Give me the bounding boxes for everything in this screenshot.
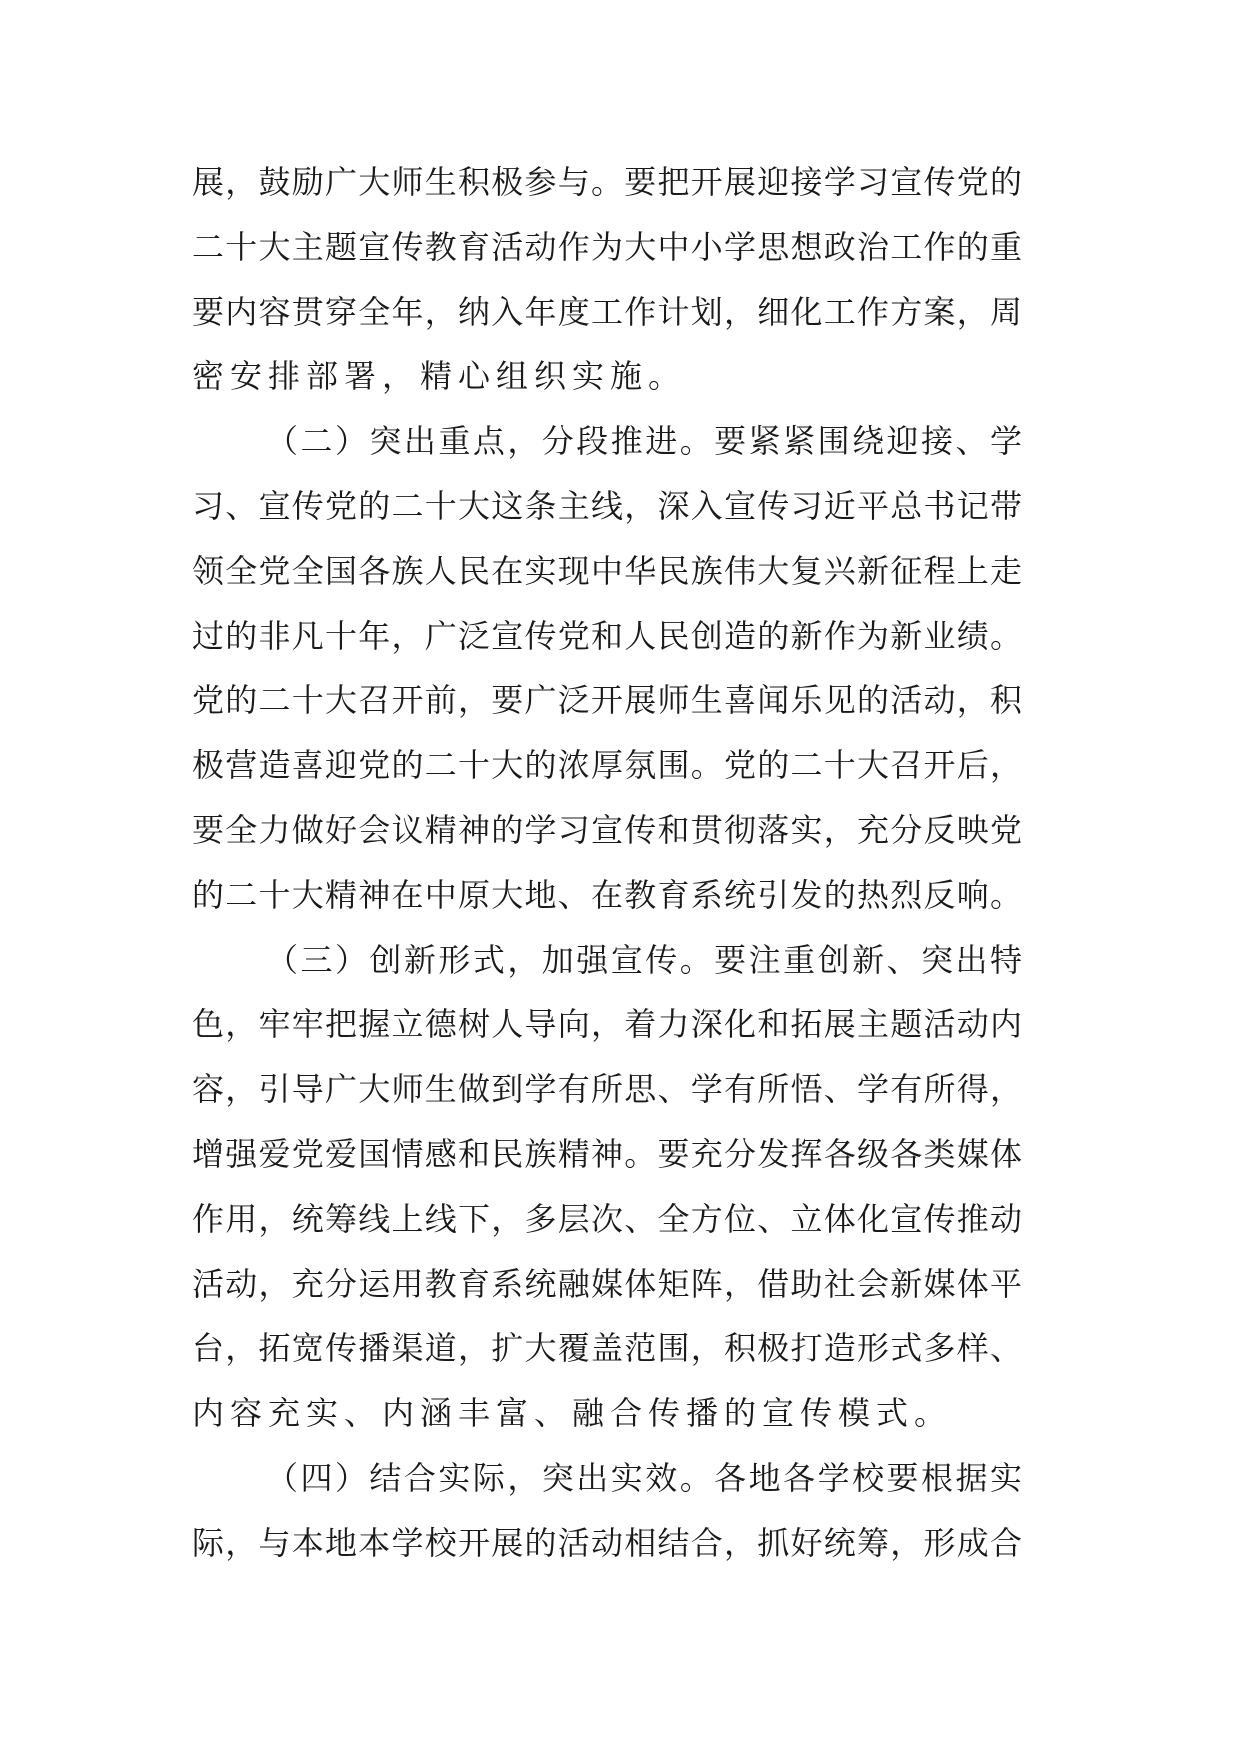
text-line: 作用，统筹线上线下，多层次、全方位、立体化宣传推动: [192, 1199, 1022, 1238]
text-line: 际，与本地本学校开展的活动相结合，抓好统筹，形成合: [192, 1523, 1022, 1562]
text-line: 色，牢牢把握立德树人导向，着力深化和拓展主题活动内: [192, 1005, 1022, 1044]
section-heading-line: （三）创新形式，加强宣传。要注重创新、突出特: [266, 940, 1022, 979]
text-line: 领全党全国各族人民在实现中华民族伟大复兴新征程上走: [192, 551, 1022, 590]
section-heading-line: （二）突出重点，分段推进。要紧紧围绕迎接、学: [266, 422, 1022, 461]
text-line: 活动，充分运用教育系统融媒体矩阵，借助社会新媒体平: [192, 1264, 1022, 1303]
text-line: 要内容贯穿全年，纳入年度工作计划，细化工作方案，周: [192, 292, 1022, 331]
text-line: 极营造喜迎党的二十大的浓厚氛围。党的二十大召开后，: [192, 746, 1022, 785]
text-line: 容，引导广大师生做到学有所思、学有所悟、学有所得，: [192, 1070, 1022, 1109]
text-line: 习、宣传党的二十大这条主线，深入宣传习近平总书记带: [192, 486, 1022, 525]
text-line: 要全力做好会议精神的学习宣传和贯彻落实，充分反映党: [192, 810, 1022, 849]
text-line: 展，鼓励广大师生积极参与。要把开展迎接学习宣传党的: [192, 163, 1022, 201]
section-heading-line: （四）结合实际，突出实效。各地各学校要根据实: [266, 1458, 1022, 1497]
text-line: 台，拓宽传播渠道，扩大覆盖范围，积极打造形式多样、: [192, 1329, 1022, 1368]
text-line: 过的非凡十年，广泛宣传党和人民创造的新作为新业绩。: [192, 616, 1022, 655]
text-line: 的二十大精神在中原大地、在教育系统引发的热烈反响。: [192, 875, 1022, 914]
body-text: [192, 150, 1022, 1576]
text-line: 党的二十大召开前，要广泛开展师生喜闻乐见的活动，积: [192, 681, 1022, 720]
text-line: 密安排部署，精心组织实施。: [192, 357, 687, 396]
text-line: 二十大主题宣传教育活动作为大中小学思想政治工作的重: [192, 227, 1022, 266]
text-line: 增强爱党爱国情感和民族精神。要充分发挥各级各类媒体: [192, 1134, 1022, 1173]
text-line: 内容充实、内涵丰富、融合传播的宣传模式。: [192, 1394, 953, 1433]
